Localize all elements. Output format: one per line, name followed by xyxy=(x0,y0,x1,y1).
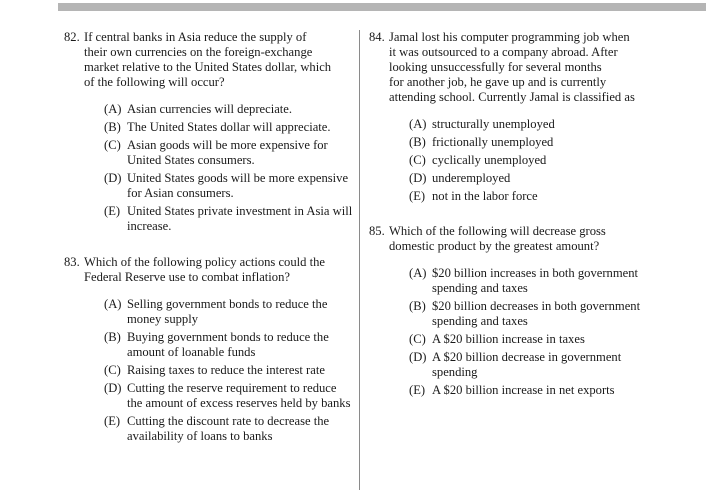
options-list xyxy=(389,266,661,398)
option-text: $20 billion decreases in both government spending and taxes xyxy=(432,299,641,328)
question-82 xyxy=(64,30,354,234)
option-d xyxy=(389,350,661,380)
column-divider xyxy=(359,30,360,490)
option-text: Selling government bonds to reduce the money supply xyxy=(127,297,328,326)
option-label: (E) xyxy=(409,189,426,203)
option-text: Asian goods will be more expensive for United States consumers. xyxy=(127,138,328,167)
option-c xyxy=(389,332,661,347)
option-text: United States private investment in Asia will increase. xyxy=(127,204,353,233)
option-text: not in the labor force xyxy=(432,189,538,203)
question-83 xyxy=(64,255,354,444)
question-text: Which of the following will decrease gross domestic product by the greatest amount? xyxy=(389,224,606,253)
option-e xyxy=(84,204,354,234)
left-column xyxy=(64,30,354,447)
option-b xyxy=(389,299,661,329)
question-text: If central banks in Asia reduce the supply of their own currencies on the foreign-exchange market relative to the United States dollar, which of the following will occur? xyxy=(84,30,332,89)
option-text: The United States dollar will appreciate. xyxy=(127,120,331,134)
option-text: Asian currencies will depreciate. xyxy=(127,102,293,116)
option-label: (A) xyxy=(409,117,427,131)
option-d xyxy=(389,171,661,186)
option-text: Buying government bonds to reduce the amount of loanable funds xyxy=(127,330,329,359)
option-a xyxy=(389,117,661,132)
option-text: Cutting the reserve requirement to reduce the amount of excess reserves held by banks xyxy=(127,381,351,410)
option-label: (C) xyxy=(409,153,426,167)
option-text: $20 billion increases in both government spending and taxes xyxy=(432,266,639,295)
option-b xyxy=(84,330,354,360)
option-e xyxy=(84,414,354,444)
option-text: structurally unemployed xyxy=(432,117,555,131)
question-text: Jamal lost his computer programming job when it was outsourced to a company abroad. After looking unsuccessfully for several months for another job, he gave up and is currently attending school. Currently Jamal is classified as xyxy=(389,30,635,104)
option-label: (D) xyxy=(104,171,122,185)
option-text: frictionally unemployed xyxy=(432,135,554,149)
option-text: A $20 billion decrease in government spending xyxy=(432,350,622,379)
option-label: (B) xyxy=(104,330,121,344)
option-c xyxy=(389,153,661,168)
options-list xyxy=(84,102,354,234)
option-label: (A) xyxy=(104,297,122,311)
option-c xyxy=(84,138,354,168)
option-b xyxy=(84,120,354,135)
option-label: (D) xyxy=(409,350,427,364)
option-b xyxy=(389,135,661,150)
option-text: Raising taxes to reduce the interest rate xyxy=(127,363,325,377)
question-number: 85. xyxy=(369,224,385,238)
option-text: underemployed xyxy=(432,171,511,185)
option-d xyxy=(84,171,354,201)
option-label: (C) xyxy=(104,138,121,152)
option-e xyxy=(389,189,661,204)
option-label: (B) xyxy=(409,135,426,149)
option-e xyxy=(389,383,661,398)
question-text: Which of the following policy actions could the Federal Reserve use to combat inflation? xyxy=(84,255,325,284)
option-text: Cutting the discount rate to decrease the availability of loans to banks xyxy=(127,414,330,443)
option-label: (C) xyxy=(104,363,121,377)
option-a xyxy=(389,266,661,296)
option-label: (C) xyxy=(409,332,426,346)
option-d xyxy=(84,381,354,411)
option-text: United States goods will be more expensive for Asian consumers. xyxy=(127,171,349,200)
option-label: (E) xyxy=(104,204,121,218)
option-label: (A) xyxy=(104,102,122,116)
option-c xyxy=(84,363,354,378)
option-text: A $20 billion increase in taxes xyxy=(432,332,585,346)
option-label: (B) xyxy=(104,120,121,134)
question-84 xyxy=(369,30,661,204)
option-a xyxy=(84,102,354,117)
header-rule xyxy=(58,3,706,11)
option-label: (D) xyxy=(104,381,122,395)
question-85 xyxy=(369,224,661,398)
option-a xyxy=(84,297,354,327)
option-text: A $20 billion increase in net exports xyxy=(432,383,615,397)
option-label: (E) xyxy=(409,383,426,397)
right-column xyxy=(369,30,661,401)
question-number: 83. xyxy=(64,255,80,269)
options-list xyxy=(389,117,661,204)
option-label: (B) xyxy=(409,299,426,313)
question-number: 82. xyxy=(64,30,80,44)
options-list xyxy=(84,297,354,444)
option-label: (E) xyxy=(104,414,121,428)
option-text: cyclically unemployed xyxy=(432,153,547,167)
option-label: (D) xyxy=(409,171,427,185)
question-number: 84. xyxy=(369,30,385,44)
option-label: (A) xyxy=(409,266,427,280)
